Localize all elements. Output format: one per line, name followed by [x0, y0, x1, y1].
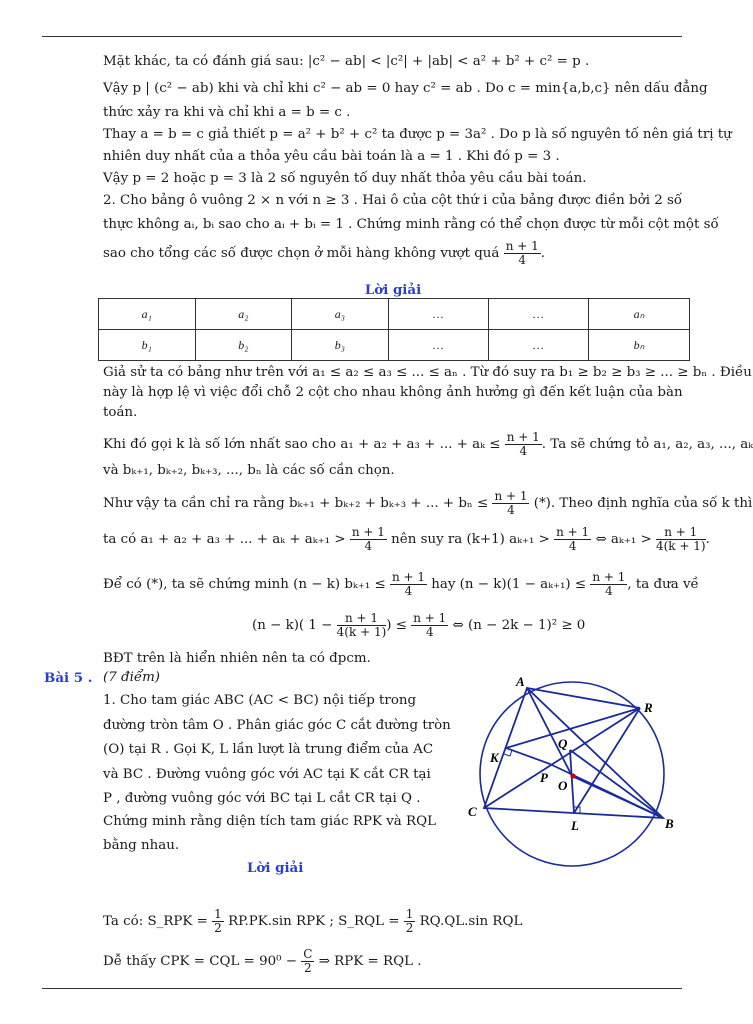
text-line: P , đường vuông góc với BC tại L cắt CR tại Q . [103, 791, 421, 806]
fraction [504, 240, 541, 267]
segment-kr [506, 708, 640, 748]
geometry-figure [460, 668, 690, 878]
text-line: Vậy p = 2 hoặc p = 3 là 2 số nguyên tố duy nhất thỏa yêu cầu bài toán. [103, 171, 587, 186]
text-line [103, 430, 753, 458]
text-line: nhiên duy nhất của a thỏa yêu cầu bài toán là a = 1 . Khi đó p = 3 . [103, 149, 560, 164]
fraction [337, 612, 387, 639]
text-line: Chứng minh rằng diện tích tam giác RPK và RQL [103, 814, 436, 829]
label-p: P [540, 770, 548, 785]
fraction-den: 4 [404, 584, 413, 598]
fraction [590, 571, 627, 598]
table-cell: a₁ [99, 299, 196, 330]
table-cell: a₂ [195, 299, 292, 330]
text-line [103, 570, 699, 598]
fraction-num: n + 1 [391, 570, 425, 584]
text-segment: ⇔ aₖ₊₁ > [591, 532, 652, 547]
text-line: thực không aᵢ, bᵢ sao cho aᵢ + bᵢ = 1 . Chứng minh rằng có thể chọn được từ mỗi cột một số [103, 217, 719, 232]
fraction-num: n + 1 [656, 526, 706, 540]
table-cell: b₁ [99, 330, 196, 361]
text-line: đường tròn tâm O . Phân giác góc C cắt đường tròn [103, 718, 451, 733]
fraction-num: n + 1 [506, 430, 540, 444]
fraction [656, 526, 706, 553]
text-line: này là hợp lệ vì việc đổi chỗ 2 cột cho nhau không ảnh hưởng gì đến kết luận của bàn [103, 385, 683, 400]
fraction [390, 571, 427, 598]
problem-label: Bài 5 . [44, 670, 93, 686]
fraction [554, 526, 591, 553]
text-segment: nên suy ra (k+1) aₖ₊₁ > [386, 532, 550, 547]
text-line: thức xảy ra khi và chỉ khi a = b = c . [103, 105, 351, 120]
fraction [301, 948, 314, 975]
text-line: bằng nhau. [103, 838, 180, 853]
points-text: (7 điểm) [103, 670, 161, 685]
fraction-den: 2 [304, 961, 312, 975]
text-line: BĐT trên là hiển nhiên nên ta có đpcm. [103, 651, 371, 666]
label-o: O [558, 778, 568, 793]
table-row [99, 330, 690, 361]
text-segment: sao cho tổng các số được chọn ở mỗi hàng không vượt quá [103, 246, 500, 261]
segment-kp [506, 748, 550, 764]
fraction-num: n + 1 [556, 525, 590, 539]
text-line: Vậy p | (c² − ab) khi và chỉ khi c² − ab = 0 hay c² = ab . Do c = min{a,b,c} nên dấu đẳng [103, 81, 708, 96]
fraction-den: 4 [518, 253, 527, 267]
fraction-num: n + 1 [505, 239, 539, 253]
text-segment: RP.PK.sin RPK ; S_RQL = [223, 914, 400, 929]
solution-heading: Lời giải [364, 282, 422, 298]
fraction [505, 431, 542, 458]
fraction [411, 612, 448, 639]
text-segment: Ta có: S_RPK = [103, 914, 208, 929]
label-b: B [665, 816, 674, 831]
fraction-num: 1 [405, 907, 414, 921]
fraction-den: 4 [425, 625, 434, 639]
table-cell: … [488, 330, 588, 361]
text-segment: Để có (*), ta sẽ chứng minh (n − k) bₖ₊₁ ≤ [103, 577, 386, 592]
segment-lq [570, 750, 574, 813]
text-segment: . Ta sẽ chứng tỏ a₁, a₂, a₃, ..., aₖ [541, 437, 753, 452]
center-point [570, 773, 575, 778]
text-line [103, 908, 683, 935]
fraction-num: C [303, 947, 313, 961]
text-line: Mặt khác, ta có đánh giá sau: |c² − ab| < |c²| + |ab| < a² + b² + c² = p . [103, 54, 590, 69]
fraction-den: 4 [507, 503, 515, 517]
table-cell: … [388, 299, 488, 330]
fraction-num: n + 1 [351, 525, 385, 539]
fraction-num: n + 1 [592, 570, 626, 584]
text-segment: Khi đó gọi k là số lớn nhất sao cho a₁ + a₂ + a₃ + ... + aₖ ≤ [103, 437, 501, 452]
text-segment: ⇒ RPK = RQL . [314, 954, 422, 969]
text-line: ta có a₁ + a₂ + a₃ + ... + aₖ + aₖ₊₁ > $\frac{n + 1}{4}$ nên suy ra (k+1) aₖ₊₁ > $\frac{n + 1}{4}$ ⇔ aₖ₊₁ > $\frac{n + 1}{4(k + 1)}$ . [103, 525, 710, 553]
table-cell: a₃ [292, 299, 389, 330]
label-a: A [516, 674, 525, 689]
fraction [212, 908, 224, 935]
fraction [492, 490, 529, 517]
text-line: toán. [103, 405, 138, 420]
text-line: sao cho tổng các số được chọn ở mỗi hàng không vượt quá $\frac{n + 1}{4}$ . [103, 239, 545, 267]
text-line: Giả sử ta có bảng như trên với a₁ ≤ a₂ ≤ a₃ ≤ ... ≤ aₙ . Từ đó suy ra b₁ ≥ b₂ ≥ b₃ ≥ ... ≥ bₙ . Điều [103, 365, 752, 380]
label-c: C [468, 804, 477, 819]
text-segment: hay (n − k)(1 − aₖ₊₁) ≤ [427, 577, 587, 592]
fraction-num: 1 [214, 907, 222, 921]
fraction [404, 908, 416, 935]
text-line [252, 612, 672, 639]
text-segment: Như vậy ta cần chỉ ra rằng bₖ₊₁ + bₖ₊₂ + bₖ₊₃ + ... + bₙ ≤ [103, 496, 489, 511]
fraction [350, 526, 387, 553]
fraction-den: 4 [568, 539, 577, 553]
text-line: 1. Cho tam giác ABC (AC < BC) nội tiếp trong [103, 693, 417, 708]
text-segment: (n − k)( 1 − [252, 618, 333, 633]
text-segment: , ta đưa về [627, 577, 699, 592]
fraction-den: 4(k + 1) [336, 625, 387, 639]
solution-heading: Lời giải [247, 860, 304, 876]
text-line [103, 948, 683, 975]
fraction-den: 4(k + 1) [655, 539, 706, 553]
text-line: 2. Cho bảng ô vuông 2 × n với n ≥ 3 . Hai ô của cột thứ i của bảng được điền bởi 2 số [103, 193, 683, 208]
label-k: K [490, 750, 499, 765]
text-segment: ta có a₁ + a₂ + a₃ + ... + aₖ + aₖ₊₁ > [103, 532, 346, 547]
text-line: và BC . Đường vuông góc với AC tại K cắt CR tại [103, 767, 431, 782]
fraction-den: 2 [405, 921, 414, 935]
text-segment: Dễ thấy CPK = CQL = 90⁰ − [103, 954, 297, 969]
fraction-den: 4 [364, 539, 373, 553]
text-line [103, 489, 753, 517]
values-table [98, 298, 690, 361]
text-segment: RQ.QL.sin RQL [415, 914, 523, 929]
table-cell: bₙ [588, 330, 689, 361]
top-rule [42, 36, 682, 37]
fraction-den: 4 [605, 584, 613, 598]
fraction-num: n + 1 [494, 489, 528, 503]
table-cell: aₙ [588, 299, 689, 330]
segment-qb [570, 750, 663, 818]
table-cell: … [488, 299, 588, 330]
bottom-rule [42, 988, 682, 989]
table-cell: … [388, 330, 488, 361]
label-l: L [571, 818, 579, 833]
text-segment: ) ≤ [386, 618, 407, 633]
fraction-den: 2 [214, 921, 222, 935]
label-r: R [644, 700, 653, 715]
segment-ao [527, 688, 572, 776]
table-row [99, 299, 690, 330]
text-line: (O) tại R . Gọi K, L lần lượt là trung điểm của AC [103, 742, 434, 757]
table-cell: b₂ [195, 330, 292, 361]
text-segment: (*). Theo định nghĩa của số k thì [529, 496, 753, 511]
fraction-num: n + 1 [337, 612, 387, 626]
table-cell: b₃ [292, 330, 389, 361]
fraction-den: 4 [519, 444, 528, 458]
text-line: Thay a = b = c giả thiết p = a² + b² + c² ta được p = 3a² . Do p là số nguyên tố nên giá trị tự [103, 127, 732, 142]
text-segment: ⇔ (n − 2k − 1)² ≥ 0 [448, 618, 586, 633]
text-line: và bₖ₊₁, bₖ₊₂, bₖ₊₃, ..., bₙ là các số cần chọn. [103, 463, 395, 478]
fraction-num: n + 1 [413, 611, 447, 625]
label-q: Q [558, 736, 568, 751]
